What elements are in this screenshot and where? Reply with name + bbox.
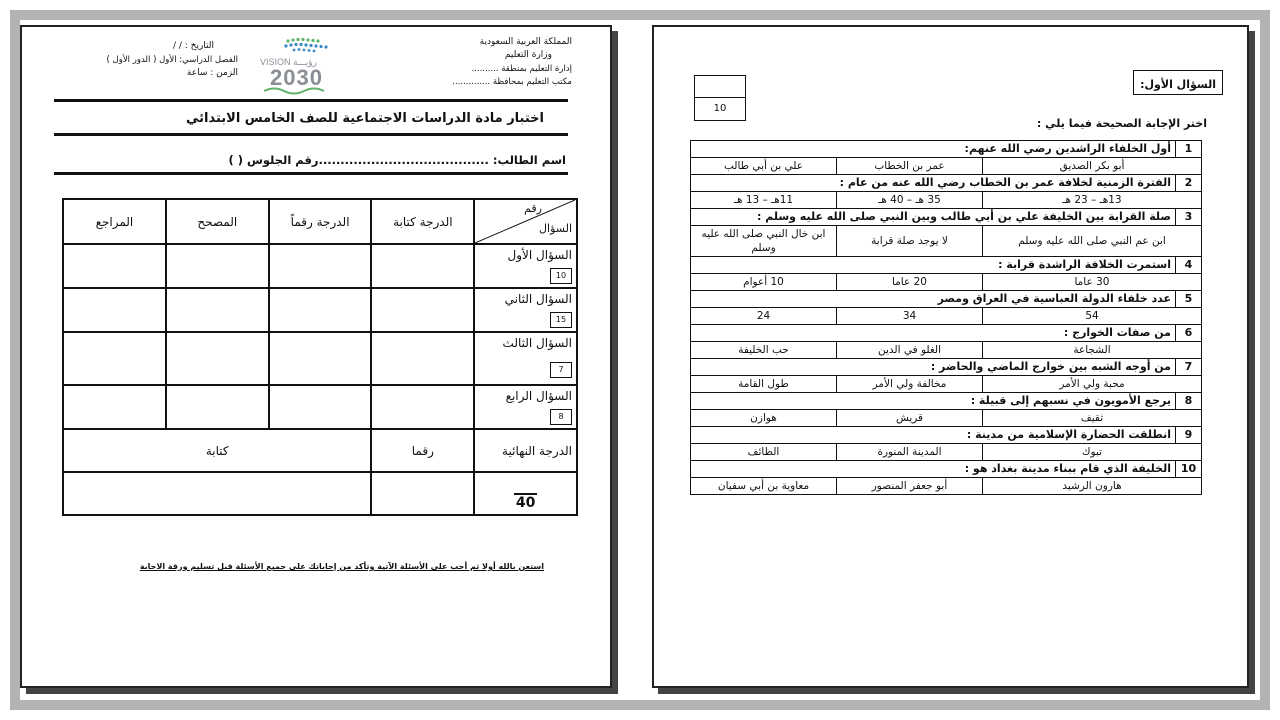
section-title-text: السؤال الأول: <box>1140 78 1216 91</box>
cover-page <box>20 25 612 688</box>
reviewer-cell[interactable] <box>63 385 166 429</box>
options-row <box>691 376 1202 393</box>
question-number: 2 <box>1176 175 1202 192</box>
final-digits-cell[interactable] <box>371 472 474 515</box>
grade-words-cell[interactable] <box>371 385 474 429</box>
answer-option[interactable]: الغلو في الدين <box>837 342 983 359</box>
header-divider <box>54 99 568 102</box>
grade-digits-header: الدرجة رقماً <box>269 199 372 244</box>
grade-words-header: الدرجة كتابة <box>371 199 474 244</box>
reviewer-header: المراجع <box>63 199 166 244</box>
question-row <box>691 461 1202 478</box>
table-row <box>63 288 577 332</box>
options-row <box>691 226 1202 257</box>
corrector-cell[interactable] <box>166 244 269 288</box>
exam-time: الزمن : ساعة <box>186 68 238 78</box>
vision-year: 2030 <box>270 65 323 90</box>
question-label: السؤال الثاني <box>504 292 572 306</box>
question-text: انطلقت الحضارة الإسلامية من مدينة : <box>691 427 1176 444</box>
question-label-cell <box>474 332 577 385</box>
grade-words-cell[interactable] <box>371 288 474 332</box>
exam-instructions-footer: استعن بالله أولا ثم أجب على الأسئلة الآتية وتأكد من إجاباتك على جميع الأسئلة قبل تسليم ورقة الاجابة <box>139 562 544 571</box>
answer-option[interactable]: هارون الرشيد <box>983 478 1202 495</box>
student-divider <box>54 172 568 175</box>
options-row <box>691 192 1202 209</box>
question-label-cell <box>474 288 577 332</box>
question-text: من صفات الخوارج : <box>691 325 1176 342</box>
answer-option[interactable]: 13هـ – 23 هـ <box>983 192 1202 209</box>
corrector-cell[interactable] <box>166 288 269 332</box>
question-text: الفترة الزمنية لخلافة عمر بن الخطاب رضي الله عنه من عام : <box>691 175 1176 192</box>
question-text: الخليفة الذي قام ببناء مدينة بغداد هو : <box>691 461 1176 478</box>
question-label: السؤال الرابع <box>505 389 572 403</box>
answer-option[interactable]: محبة ولي الأمر <box>983 376 1202 393</box>
section-title <box>1133 70 1223 95</box>
answer-option[interactable]: 11هـ – 13 هـ <box>691 192 837 209</box>
exam-date: التاريخ : / / <box>172 41 214 51</box>
region-label: إدارة التعليم بمنطقة .......... <box>471 64 572 74</box>
answer-option[interactable]: الشجاعة <box>983 342 1202 359</box>
question-text: استمرت الخلافة الراشدة قرابة : <box>691 257 1176 274</box>
final-digits-label: رقما <box>371 429 474 472</box>
question-label: السؤال الأول <box>507 248 572 262</box>
exam-title: اختبار مادة الدراسات الاجتماعية للصف الخامس الابتدائي <box>185 111 544 126</box>
answer-option[interactable]: 34 <box>837 308 983 325</box>
answer-option[interactable]: حب الخليفة <box>691 342 837 359</box>
final-words-cell[interactable] <box>63 472 371 515</box>
corner-bottom-label: السؤال <box>539 222 572 235</box>
answer-option[interactable]: 35 هـ – 40 هـ <box>837 192 983 209</box>
score-box <box>694 75 746 121</box>
final-words-label: كتابة <box>63 429 371 472</box>
reviewer-cell[interactable] <box>63 244 166 288</box>
answer-option[interactable]: هوازن <box>691 410 837 427</box>
options-row <box>691 158 1202 175</box>
question-text: يرجع الأمويون في نسبهم إلى قبيلة : <box>691 393 1176 410</box>
question-row <box>691 325 1202 342</box>
options-row <box>691 308 1202 325</box>
question-score-box: 10 <box>550 268 572 284</box>
answer-option[interactable]: مخالفة ولي الأمر <box>837 376 983 393</box>
answer-option[interactable]: ثقيف <box>983 410 1202 427</box>
answer-option[interactable]: معاوية بن أبي سفيان <box>691 478 837 495</box>
question-number: 7 <box>1176 359 1202 376</box>
questions-page <box>652 25 1249 688</box>
vision-text: VISION رؤيـــة <box>260 57 317 67</box>
options-row <box>691 410 1202 427</box>
question-text: أول الخلفاء الراشدين رضي الله عنهم: <box>691 141 1176 158</box>
answer-option[interactable]: المدينة المنورة <box>837 444 983 461</box>
ministry-label: وزارة التعليم <box>504 50 552 60</box>
vision-2030-logo <box>258 35 362 95</box>
options-row <box>691 444 1202 461</box>
options-row <box>691 274 1202 291</box>
question-number: 6 <box>1176 325 1202 342</box>
question-row <box>691 209 1202 226</box>
answer-option[interactable]: 10 أعوام <box>691 274 837 291</box>
question-number: 10 <box>1176 461 1202 478</box>
final-total-cell <box>474 472 577 515</box>
table-row <box>63 385 577 429</box>
question-text: صلة القرابة بين الخليفة علي بن أبي طالب وبين النبي صلى الله عليه وسلم : <box>691 209 1176 226</box>
question-row <box>691 291 1202 308</box>
office-label: مكتب التعليم بمحافظة .............. <box>452 77 572 87</box>
options-row <box>691 478 1202 495</box>
grade-words-cell[interactable] <box>371 244 474 288</box>
answer-option[interactable]: 20 عاما <box>837 274 983 291</box>
questions-table <box>690 140 1202 495</box>
answer-option[interactable]: طول القامة <box>691 376 837 393</box>
answer-option[interactable]: لا يوجد صلة قرابة <box>837 226 983 257</box>
question-number: 5 <box>1176 291 1202 308</box>
question-number: 9 <box>1176 427 1202 444</box>
question-number: 1 <box>1176 141 1202 158</box>
grade-words-cell[interactable] <box>371 332 474 385</box>
question-text: عدد خلفاء الدولة العباسية في العراق ومصر <box>691 291 1176 308</box>
answer-option[interactable]: قريش <box>837 410 983 427</box>
question-score-box: 15 <box>550 312 572 328</box>
question-text: من أوجه الشبه بين خوارج الماضي والحاضر : <box>691 359 1176 376</box>
question-label-cell <box>474 385 577 429</box>
corrector-cell[interactable] <box>166 332 269 385</box>
exam-semester: الفصل الدراسي: الأول ( الدور الأول ) <box>106 55 238 65</box>
question-number: 8 <box>1176 393 1202 410</box>
answer-option[interactable]: الطائف <box>691 444 837 461</box>
kingdom-label: المملكة العربية السعودية <box>479 37 572 47</box>
answer-option[interactable]: أبو بكر الصديق <box>983 158 1202 175</box>
options-row <box>691 342 1202 359</box>
question-row <box>691 175 1202 192</box>
reviewer-cell[interactable] <box>63 288 166 332</box>
answer-option[interactable]: عمر بن الخطاب <box>837 158 983 175</box>
answer-option[interactable]: 24 <box>691 308 837 325</box>
answer-option[interactable]: 54 <box>983 308 1202 325</box>
answer-option[interactable]: تبوك <box>983 444 1202 461</box>
grade-digits-cell[interactable] <box>269 385 372 429</box>
question-row <box>691 393 1202 410</box>
reviewer-cell[interactable] <box>63 332 166 385</box>
instruction-text: اختر الإجابة الصحيحة فيما يلي : <box>1036 117 1207 130</box>
grade-digits-cell[interactable] <box>269 288 372 332</box>
table-row <box>63 332 577 385</box>
table-row <box>63 244 577 288</box>
score-box-value: 10 <box>713 103 727 114</box>
final-total: 40 <box>515 495 536 511</box>
question-score-box: 8 <box>550 409 572 425</box>
question-row <box>691 427 1202 444</box>
answer-option[interactable]: 30 عاما <box>983 274 1202 291</box>
student-info-line: اسم الطالب: .......................................رقم الجلوس ( ) <box>228 153 566 167</box>
question-label-cell <box>474 244 577 288</box>
answer-option[interactable]: ابن عم النبي صلى الله عليه وسلم <box>983 226 1202 257</box>
answer-option[interactable]: ابن خال النبي صلى الله عليه وسلم <box>691 226 837 257</box>
answer-option[interactable]: أبو جعفر المنصور <box>837 478 983 495</box>
vision-2030-logo-graphic <box>258 35 362 95</box>
question-row <box>691 141 1202 158</box>
grade-digits-cell[interactable] <box>269 244 372 288</box>
final-grade-label: الدرجة النهائية <box>474 429 577 472</box>
question-score-box: 7 <box>550 362 572 378</box>
question-number: 4 <box>1176 257 1202 274</box>
grades-table <box>62 198 578 516</box>
question-row <box>691 359 1202 376</box>
question-row <box>691 257 1202 274</box>
corner-top-label: رقم <box>524 202 542 215</box>
question-label: السؤال الثالث <box>502 336 572 350</box>
grade-digits-cell[interactable] <box>269 332 372 385</box>
title-divider <box>54 133 568 136</box>
question-number: 3 <box>1176 209 1202 226</box>
answer-option[interactable]: علي بن أبي طالب <box>691 158 837 175</box>
corrector-cell[interactable] <box>166 385 269 429</box>
corrector-header: المصحح <box>166 199 269 244</box>
question-number-header <box>474 199 577 244</box>
